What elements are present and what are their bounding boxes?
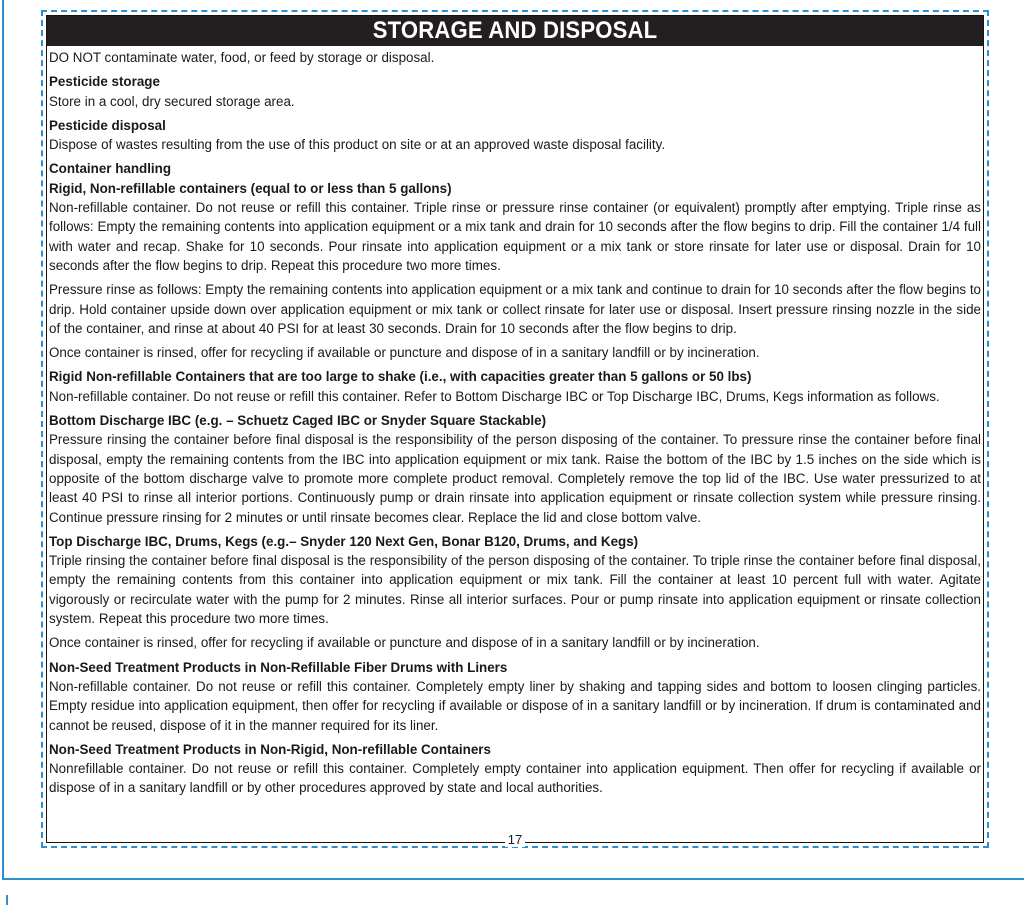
storage-text: Store in a cool, dry secured storage area. <box>49 93 295 109</box>
label-panel <box>41 10 989 848</box>
disposal-heading: Pesticide disposal <box>49 117 166 133</box>
bottom-ibc-heading: Bottom Discharge IBC (e.g. – Schuetz Caged IBC or Snyder Square Stackable) <box>49 413 547 429</box>
rigid-large-text: Non-refillable container. Do not reuse or refill this container. Refer to Bottom Discharge IBC or Top Discharge IBC, Drums, Kegs information as follows. <box>49 388 940 404</box>
section-title: STORAGE AND DISPOSAL <box>84 16 945 46</box>
rigid-small-heading: Rigid, Non-refillable containers (equal to or less than 5 gallons) <box>49 180 452 196</box>
page-number <box>43 832 987 847</box>
rigid-small-triple-rinse: Non-refillable container. Do not reuse or refill this container. Triple rinse or pressure rinse container (or equivalent) promptly after emptying. Triple rinse as follows: Empty the remaining contents into application equipment or a mix tank and drain for 10 seconds after the flow begins to drip. Fill the container 1/4 full with water and recap. Shake for 10 seconds. Pour rinsate into application equipment or a mix tank or store rinsate for later use or disposal. Drain for 10 seconds after the flow begins to drip. Repeat this procedure two more times. <box>49 200 981 273</box>
intro-text: DO NOT contaminate water, food, or feed by storage or disposal. <box>49 50 435 65</box>
non-rigid-heading: Non-Seed Treatment Products in Non-Rigid, Non-refillable Containers <box>49 741 491 757</box>
disposal-text: Dispose of wastes resulting from the use of this product on site or at an approved waste disposal facility. <box>49 137 666 153</box>
fiber-drums-heading: Non-Seed Treatment Products in Non-Refillable Fiber Drums with Liners <box>49 659 508 675</box>
bottom-ibc-text: Pressure rinsing the container before final disposal is the responsibility of the person disposing of the container. To pressure rinse the container before final disposal, empty the remaining contents from the IBC into application equipment or mix tank. Raise the bottom of the IBC by 1.5 inches on the side which is opposite of the bottom discharge valve to promote more complete product removal. Completely remove the top lid of the IBC. Use water pressurized to at least 40 PSI to rinse all interior portions. Continuously pump or drain rinsate into application equipment or rinsate collection system while pressure rinsing. Continue pressure rinsing for 2 minutes or until rinsate becomes clear. Replace the lid and close bottom valve. <box>49 432 981 525</box>
trim-mark <box>6 895 8 905</box>
storage-heading: Pesticide storage <box>49 74 160 90</box>
non-rigid-text: Nonrefillable container. Do not reuse or refill this container. Completely empty container into application equipment. Then offer for recycling if available or dispose of in a sanitary landfill or by other procedures approved by state and local authorities. <box>49 761 981 796</box>
rigid-small-recycle: Once container is rinsed, offer for recycling if available or puncture and dispose of in a sanitary landfill or by incineration. <box>49 345 760 361</box>
title-banner <box>47 16 983 46</box>
section-body <box>47 46 983 798</box>
page-number-text: 17 <box>505 832 525 847</box>
fiber-drums-text: Non-refillable container. Do not reuse or refill this container. Completely empty liner by shaking and tapping sides and bottom to loosen clinging particles. Empty residue into application equipment, then offer for recycling if available or dispose of in a sanitary landfill or by incineration. If drum is contaminated and cannot be reused, dispose of it in the manner required for its liner. <box>49 678 981 733</box>
rigid-large-heading: Rigid Non-refillable Containers that are too large to shake (i.e., with capacities greater than 5 gallons or 50 lbs) <box>49 369 752 385</box>
top-ibc-heading: Top Discharge IBC, Drums, Kegs (e.g.– Snyder 120 Next Gen, Bonar B120, Drums, and Kegs) <box>49 533 639 549</box>
top-ibc-recycle: Once container is rinsed, offer for recycling if available or puncture and dispose of in a sanitary landfill or by incineration. <box>49 635 760 651</box>
rigid-small-pressure-rinse: Pressure rinse as follows: Empty the remaining contents into application equipment or a mix tank and continue to drain for 10 seconds after the flow begins to drip. Hold container upside down over application equipment or mix tank or collect rinsate for later use or disposal. Insert pressure rinsing nozzle in the side of the container, and rinse at about 40 PSI for at least 30 seconds. Drain for 10 seconds after the flow begins to drip. <box>49 282 981 336</box>
top-ibc-text: Triple rinsing the container before final disposal is the responsibility of the person disposing of the container. To triple rinse the container before final disposal, empty the remaining contents from this container into application equipment or mix tank. Fill the container at least 10 percent full with water. Agitate vigorously or recirculate water with the pump for 2 minutes. Rinse all interior surfaces. Pour or pump rinsate into application equipment or rinsate collection system. Repeat this procedure two more times. <box>49 553 981 627</box>
container-heading: Container handling <box>49 161 171 177</box>
content-box <box>46 15 984 843</box>
